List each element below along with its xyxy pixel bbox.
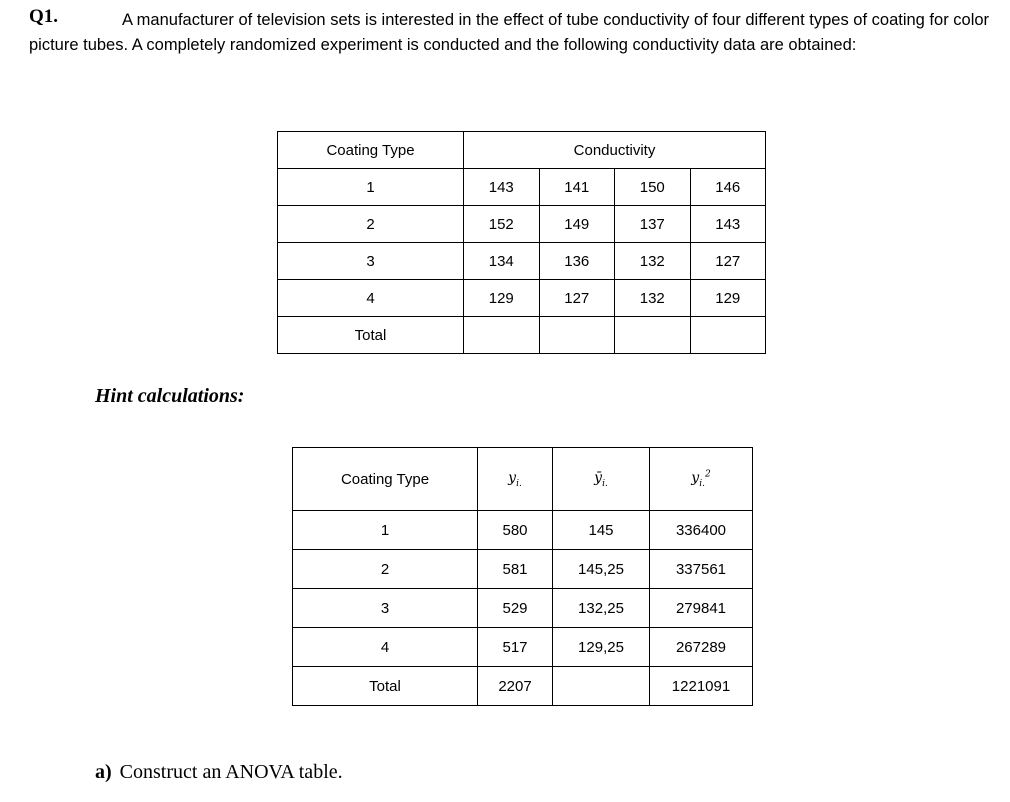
sq-cell: 279841 [650,589,753,628]
table-row [293,550,753,589]
conductivity-cell: 129 [464,280,540,317]
table-row [293,628,753,667]
sq-superscript: 2 [704,469,711,480]
coating-type-cell: 3 [278,243,464,280]
mean-symbol: ȳ [594,470,603,487]
total-label: Total [293,667,478,706]
sum-cell: 529 [478,589,553,628]
coating-type-cell: 2 [293,550,478,589]
conductivity-cell: 152 [464,206,540,243]
coating-type-header: Coating Type [293,448,478,511]
table-header-row [293,448,753,511]
question-number: Q1. [29,6,59,27]
conductivity-header: Conductivity [464,132,766,169]
mean-cell: 132,25 [553,589,650,628]
question-text: A manufacturer of television sets is interested in the effect of tube conductivity of four different types of coating for color picture tubes. A completely randomized experiment is conducted and the following conductivity data are obtained: [29,11,990,54]
coating-type-cell: 1 [293,511,478,550]
table-row [278,280,766,317]
total-cell [615,317,691,354]
hint-heading: Hint calculations: [95,385,245,407]
conductivity-cell: 143 [690,206,766,243]
sum-cell: 580 [478,511,553,550]
coating-type-cell: 3 [293,589,478,628]
conductivity-cell: 137 [615,206,691,243]
part-a-label: a) [95,761,112,783]
coating-type-cell: 2 [278,206,464,243]
part-a-question [95,761,343,784]
coating-type-cell: 1 [278,169,464,206]
table-row [293,589,753,628]
sum-cell: 517 [478,628,553,667]
mean-subscript: i. [602,478,608,489]
conductivity-cell: 146 [690,169,766,206]
total-row [293,667,753,706]
mean-cell: 145,25 [553,550,650,589]
mean-cell: 145 [553,511,650,550]
table-header-row [278,132,766,169]
conductivity-cell: 141 [539,169,615,206]
table-row [278,243,766,280]
conductivity-cell: 127 [539,280,615,317]
conductivity-cell: 132 [615,243,691,280]
sum-subscript: i. [516,478,522,489]
total-sq-cell: 1221091 [650,667,753,706]
table-row [278,206,766,243]
coating-type-cell: 4 [293,628,478,667]
conductivity-cell: 132 [615,280,691,317]
table-row [293,511,753,550]
table-row [278,169,766,206]
sq-symbol: y [691,470,700,487]
conductivity-cell: 143 [464,169,540,206]
conductivity-cell: 127 [690,243,766,280]
treatment-total-header [478,448,553,511]
total-cell [539,317,615,354]
treatment-mean-header [553,448,650,511]
sq-subscript: i. [699,478,705,489]
sum-cell: 581 [478,550,553,589]
total-cell [464,317,540,354]
sq-cell: 337561 [650,550,753,589]
sq-cell: 267289 [650,628,753,667]
coating-type-header: Coating Type [278,132,464,169]
sq-cell: 336400 [650,511,753,550]
conductivity-cell: 136 [539,243,615,280]
coating-type-cell: 4 [278,280,464,317]
conductivity-cell: 150 [615,169,691,206]
total-cell [690,317,766,354]
total-label: Total [278,317,464,354]
hint-calculations-table [292,447,753,706]
total-row [278,317,766,354]
sum-symbol: y [508,470,517,487]
total-mean-cell [553,667,650,706]
conductivity-cell: 149 [539,206,615,243]
conductivity-cell: 129 [690,280,766,317]
conductivity-cell: 134 [464,243,540,280]
conductivity-data-table [277,131,766,354]
total-squared-header [650,448,753,511]
total-sum-cell: 2207 [478,667,553,706]
mean-cell: 129,25 [553,628,650,667]
part-a-text: Construct an ANOVA table. [119,761,343,783]
